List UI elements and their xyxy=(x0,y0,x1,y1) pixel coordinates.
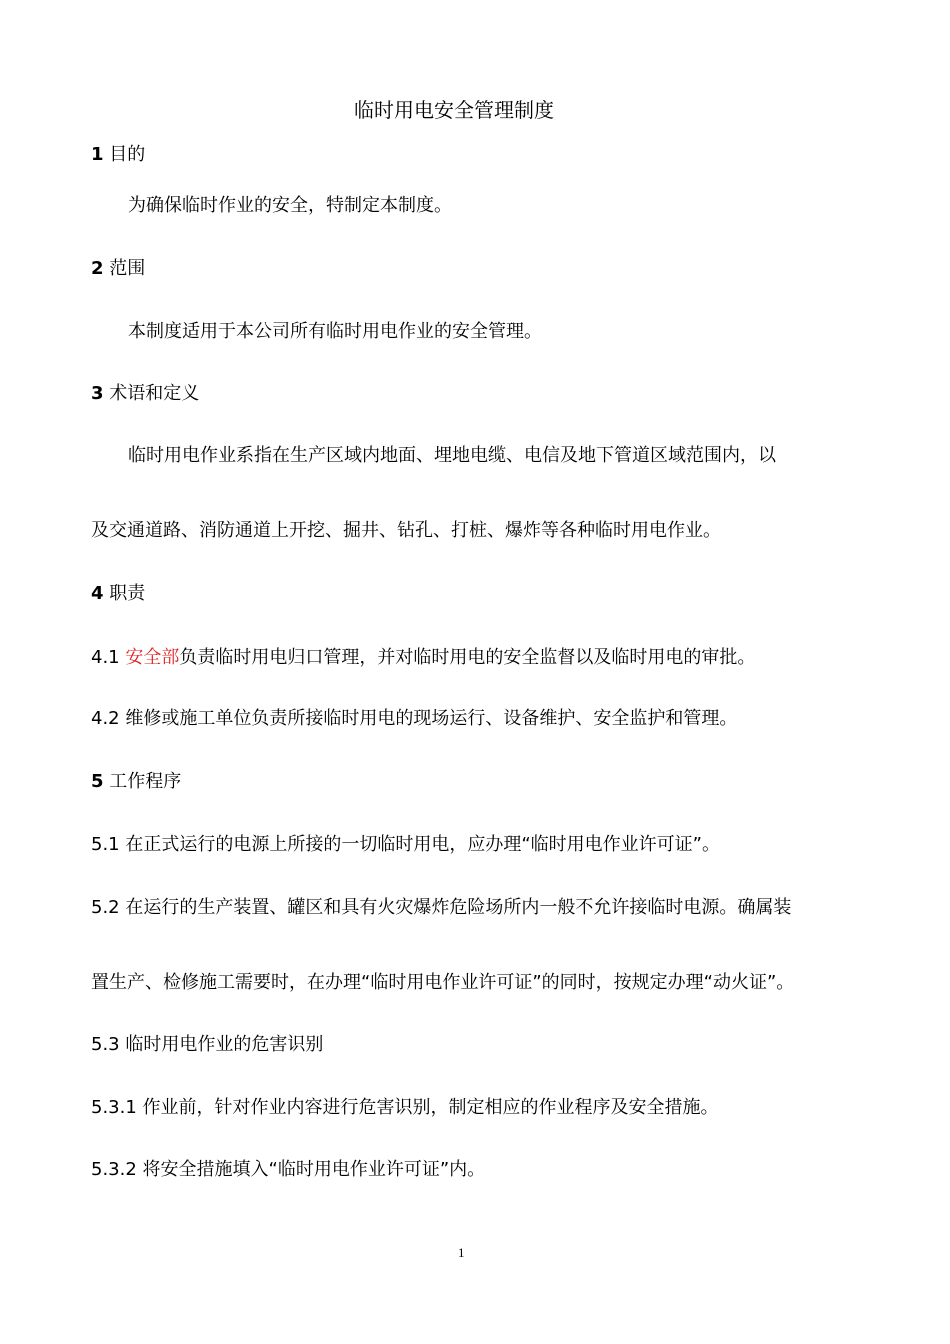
section-3-body-line-2: 及交通道路、消防通道上开挖、掘井、钻孔、打桩、爆炸等各种临时用电作业。 xyxy=(91,520,721,541)
clause-5-2-line-1: 5.2 在运行的生产装置、罐区和具有火灾爆炸危险场所内一般不允许接临时电源。确属装 xyxy=(91,897,792,918)
clause-text: 负责临时用电归口管理，并对临时用电的安全监督以及临时用电的审批。 xyxy=(179,647,756,668)
highlight-department: 安全部 xyxy=(125,647,180,668)
clause-5-2-line-2: 置生产、检修施工需要时，在办理“临时用电作业许可证”的同时，按规定办理“动火证”。 xyxy=(91,972,795,993)
section-number: 5 xyxy=(91,771,104,792)
section-title: 目的 xyxy=(109,144,146,165)
section-number: 2 xyxy=(91,258,104,279)
section-1-heading xyxy=(91,143,145,167)
section-number: 3 xyxy=(91,383,104,404)
clause-5-3-2: 5.3.2 将安全措施填入“临时用电作业许可证”内。 xyxy=(91,1159,486,1180)
section-5-heading xyxy=(91,770,181,794)
section-1-body: 为确保临时作业的安全，特制定本制度。 xyxy=(128,195,452,216)
section-number: 4 xyxy=(91,583,104,604)
section-2-heading xyxy=(91,257,145,281)
section-3-heading xyxy=(91,382,199,406)
section-2-body: 本制度适用于本公司所有临时用电作业的安全管理。 xyxy=(128,321,542,342)
document-title: 临时用电安全管理制度 xyxy=(354,98,554,122)
section-title: 范围 xyxy=(109,258,146,279)
clause-5-3: 5.3 临时用电作业的危害识别 xyxy=(91,1034,324,1055)
section-number: 1 xyxy=(91,144,104,165)
clause-4-2: 4.2 维修或施工单位负责所接临时用电的现场运行、设备维护、安全监护和管理。 xyxy=(91,708,738,729)
clause-4-1 xyxy=(91,646,755,670)
section-3-body-line-1: 临时用电作业系指在生产区域内地面、埋地电缆、电信及地下管道区域范围内，以 xyxy=(128,445,776,466)
section-4-heading xyxy=(91,582,145,606)
clause-number: 4.1 xyxy=(91,647,126,668)
clause-5-3-1: 5.3.1 作业前，针对作业内容进行危害识别，制定相应的作业程序及安全措施。 xyxy=(91,1097,719,1118)
clause-5-1: 5.1 在正式运行的电源上所接的一切临时用电，应办理“临时用电作业许可证”。 xyxy=(91,834,720,855)
section-title: 术语和定义 xyxy=(109,383,200,404)
section-title: 职责 xyxy=(109,583,146,604)
page-number: 1 xyxy=(458,1245,465,1260)
section-title: 工作程序 xyxy=(109,771,182,792)
